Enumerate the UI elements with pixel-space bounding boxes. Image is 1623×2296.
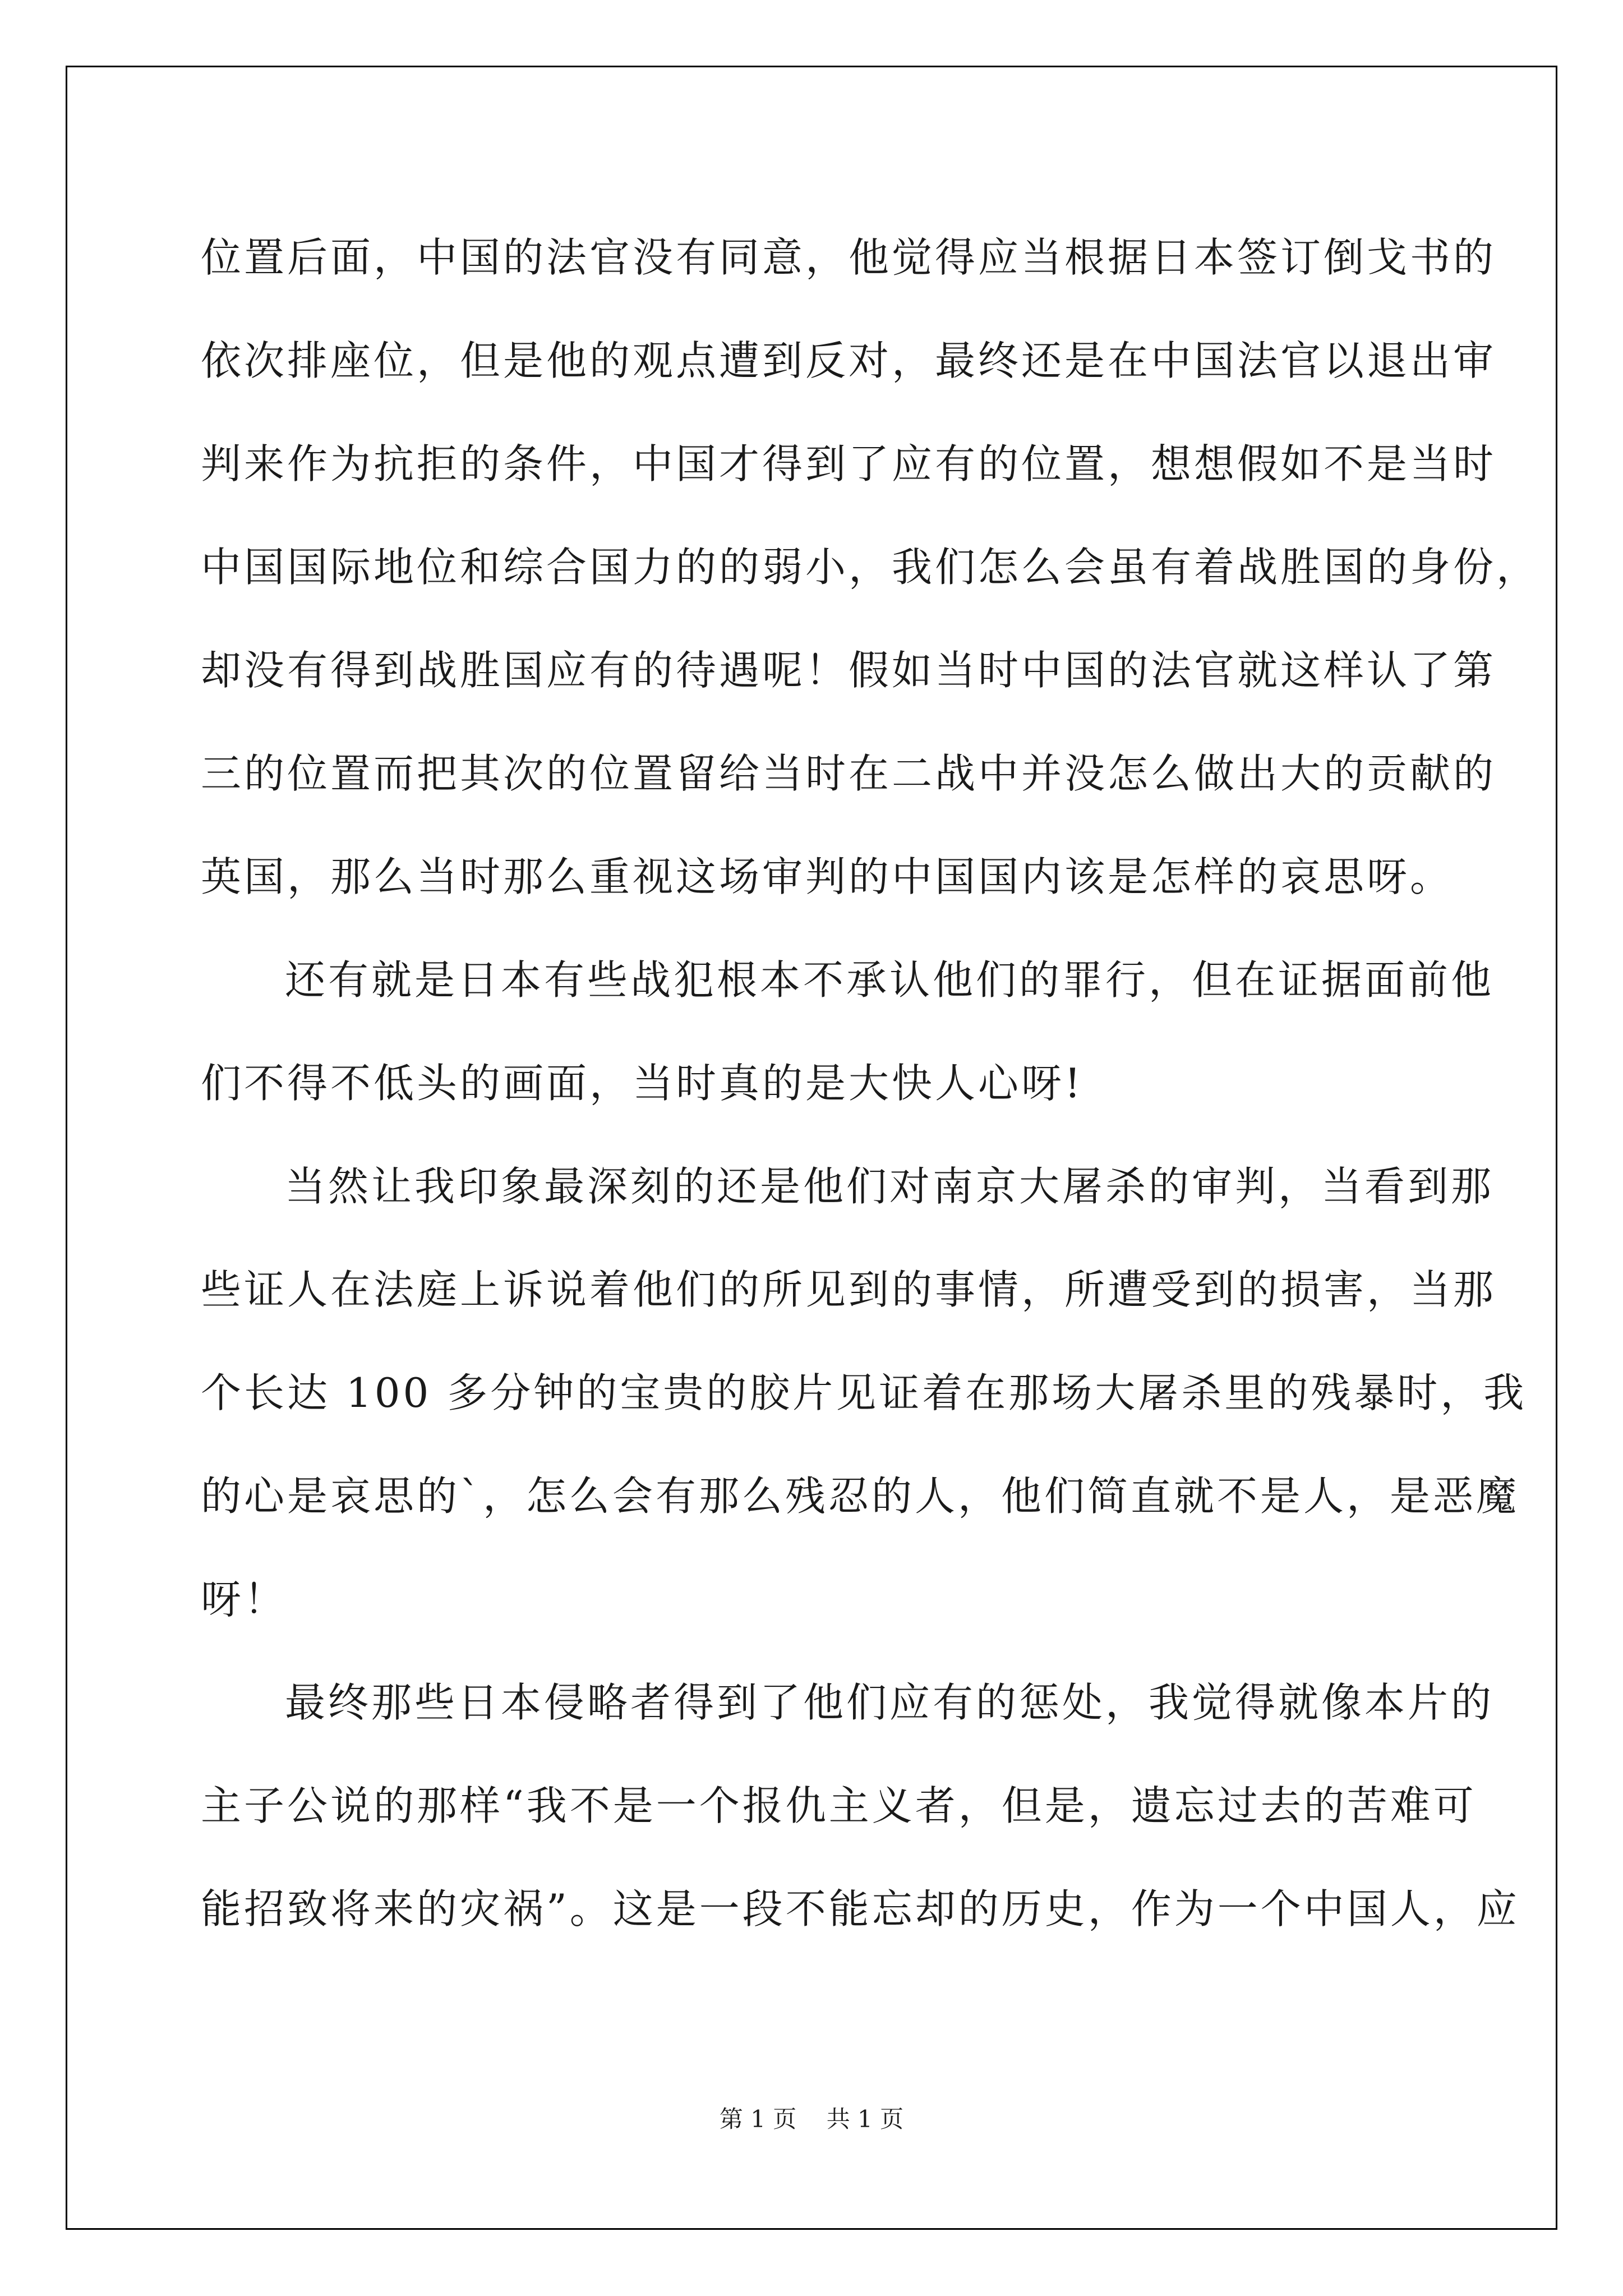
text-line: 个长达 100 多分钟的宝贵的胶片见证着在那场大屠杀里的残暴时，我 — [201, 1369, 1527, 1416]
page-number-footer: 第 1 页 共 1 页 — [719, 2105, 904, 2133]
text-line: 英国，那么当时那么重视这场审判的中国国内该是怎样的哀思呀。 — [201, 853, 1454, 900]
text-line: 却没有得到战胜国应有的待遇呢！假如当时中国的法官就这样认了第 — [201, 647, 1497, 694]
text-line: 依次排座位，但是他的观点遭到反对，最终还是在中国法官以退出审 — [201, 337, 1497, 384]
text-line: 主子公说的那样“我不是一个报仇主义者，但是，遗忘过去的苦难可 — [201, 1782, 1477, 1829]
document-body — [201, 206, 1540, 1961]
text-line: 些证人在法庭上诉说着他们的所见到的事情，所遭受到的损害，当那 — [201, 1266, 1497, 1313]
paragraph-first-line: 最终那些日本侵略者得到了他们应有的惩处，我觉得就像本片的 — [285, 1679, 1495, 1726]
text-line: 位置后面，中国的法官没有同意，他觉得应当根据日本签订倒戈书的 — [201, 234, 1497, 281]
text-line: 呀！ — [201, 1576, 288, 1623]
text-line: 们不得不低头的画面，当时真的是大快人心呀! — [201, 1060, 1083, 1107]
paragraph-first-line: 还有就是日本有些战犯根本不承认他们的罪行，但在证据面前他 — [285, 956, 1495, 1004]
text-line: 能招致将来的灾祸”。这是一段不能忘却的历史，作为一个中国人，应 — [201, 1885, 1520, 1932]
text-line: 中国国际地位和综合国力的的弱小，我们怎么会虽有着战胜国的身份， — [201, 544, 1540, 591]
paragraph-first-line: 当然让我印象最深刻的还是他们对南京大屠杀的审判，当看到那 — [285, 1163, 1495, 1210]
text-line: 的心是哀思的`，怎么会有那么残忍的人，他们简直就不是人，是恶魔 — [201, 1473, 1520, 1520]
text-line: 三的位置而把其次的位置留给当时在二战中并没怎么做出大的贡献的 — [201, 750, 1497, 797]
text-line: 判来作为抗拒的条件，中国才得到了应有的位置，想想假如不是当时 — [201, 440, 1497, 487]
